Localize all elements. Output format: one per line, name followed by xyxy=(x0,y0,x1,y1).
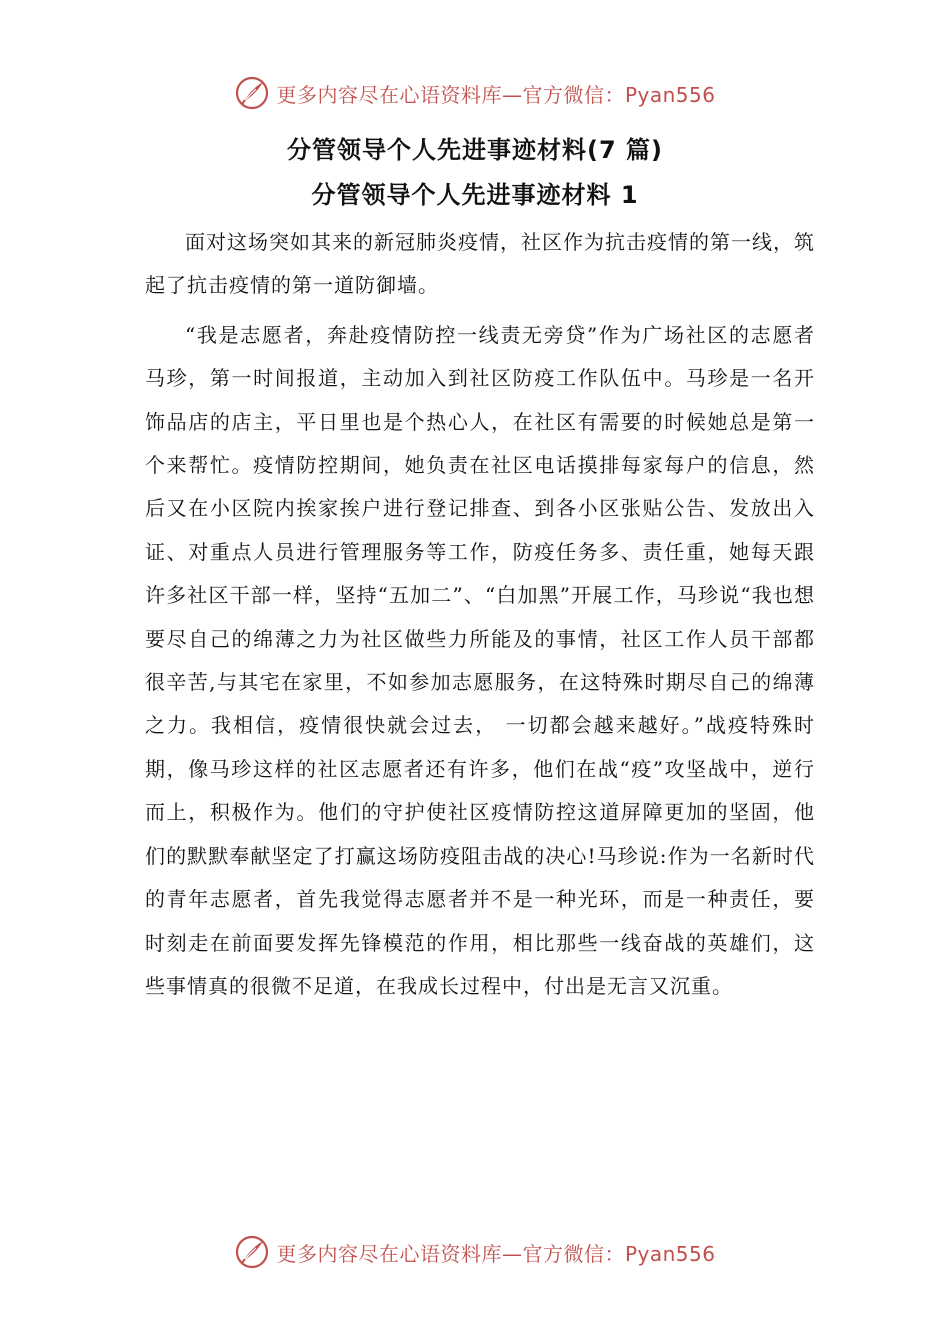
document-title: 分管领导个人先进事迹材料(7 篇) xyxy=(287,136,663,164)
footer-banner-text: 更多内容尽在心语资料库—官方微信：Pyan556 xyxy=(276,1241,716,1266)
feather-circle-logo-icon xyxy=(234,75,270,111)
footer-banner xyxy=(0,1232,950,1272)
feather-circle-logo-icon xyxy=(234,1234,270,1270)
header-banner xyxy=(0,73,950,113)
body-paragraph: “我是志愿者，奔赴疫情防控一线责无旁贷”作为广场社区的志愿者马珍，第一时间报道，主动加入到社区防疫工作队伍中。马珍是一名开饰品店的店主，平日里也是个热心人，在社区有需要的时候她总是第一个来帮忙。疫情防控期间，她负责在社区电话摸排每家每户的信息，然后又在小区院内挨家挨户进行登记排查、到各小区张贴公告、发放出入证、对重点人员进行管理服务等工作，防疫任务多、责任重，她每天跟许多社区干部一样，坚持“五加二”、“白加黑”开展工作，马珍说“我也想要尽自己的绵薄之力为社区做些力所能及的事情，社区工作人员干部都很辛苦,与其宅在家里，不如参加志愿服务，在这特殊时期尽自己的绵薄之力。我相信，疫情很快就会过去， 一切都会越来越好。”战疫特殊时期，像马珍这样的社区志愿者还有许多，他们在战“疫”攻坚战中，逆行而上，积极作为。他们的守护使社区疫情防控这道屏障更加的坚固，他们的默默奉献坚定了打赢这场防疫阻击战的决心!马珍说:作为一名新时代的青年志愿者，首先我觉得志愿者并不是一种光环，而是一种责任，要时刻走在前面要发挥先锋模范的作用，相比那些一线奋战的英雄们，这些事情真的很微不足道，在我成长过程中，付出是无言又沉重。 xyxy=(145,322,815,998)
body-paragraph: 面对这场突如其来的新冠肺炎疫情，社区作为抗击疫情的第一线，筑起了抗击疫情的第一道防御墙。 xyxy=(145,230,815,298)
document-body xyxy=(145,221,815,1008)
header-banner-text: 更多内容尽在心语资料库—官方微信：Pyan556 xyxy=(276,82,716,107)
section-title: 分管领导个人先进事迹材料 1 xyxy=(311,181,639,209)
